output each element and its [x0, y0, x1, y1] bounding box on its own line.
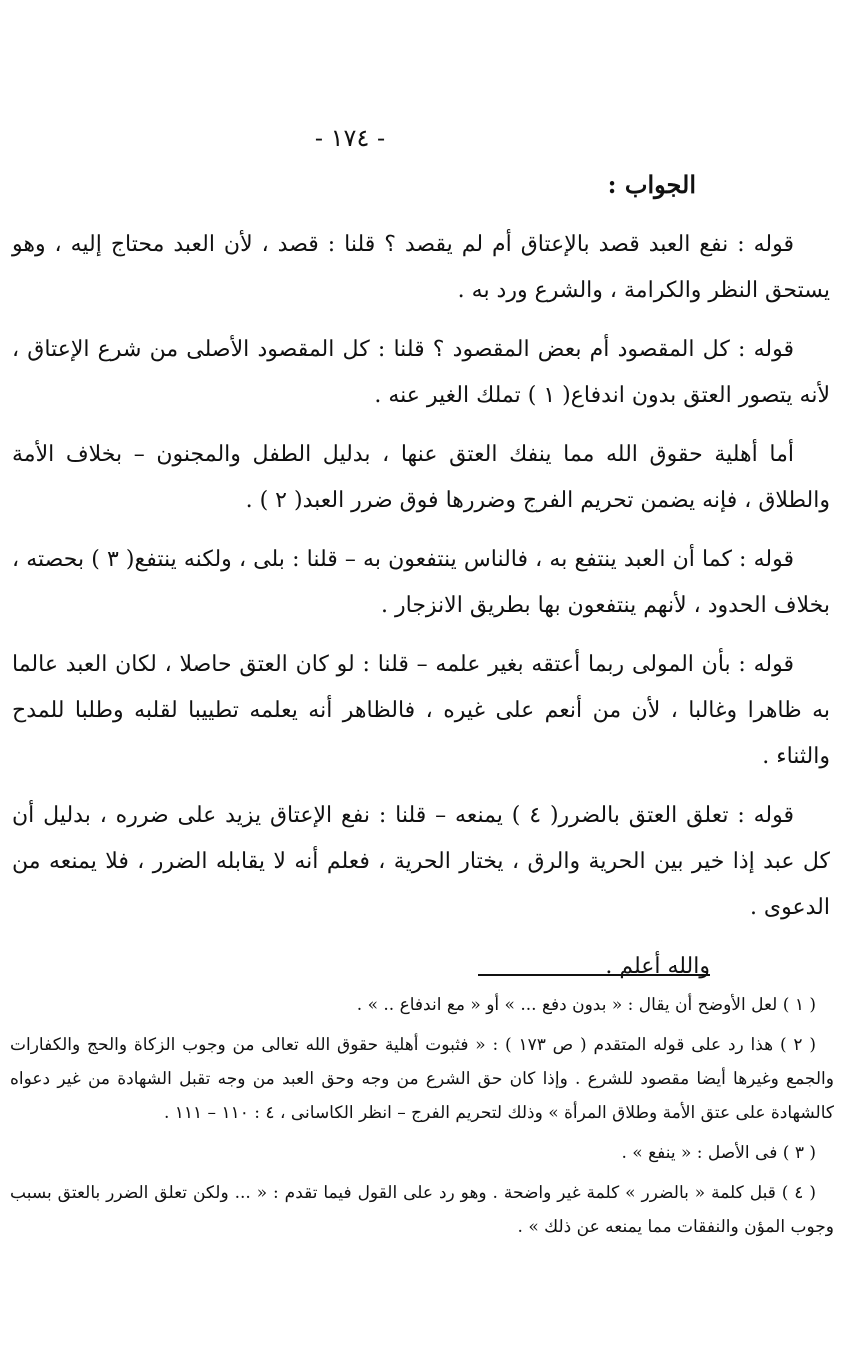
footnote: ( ١ ) لعل الأوضح أن يقال : « بدون دفع ... » أو « مع اندفاع .. » . [356, 995, 816, 1015]
paragraph: قوله : كما أن العبد ينتفع به ، فالناس ينتفعون به – قلنا : بلى ، ولكنه ينتفع( ٣ ) بحصته ، بخلاف الحدود ، لأنهم ينتفعون بها بطريق الانزجار . [12, 547, 830, 618]
paragraph: قوله : تعلق العتق بالضرر( ٤ ) يمنعه – قلنا : نفع الإعتاق يزيد على ضرره ، بدليل أن كل عبد إذا خير بين الحرية والرق ، يختار الحرية ، فعلم أنه لا يقابله الضرر ، فلا يمنعه من الدعوى . [12, 803, 830, 920]
footnote: ( ٢ ) هذا رد على قوله المتقدم ( ص ١٧٣ ) : « فثبوت أهلية حقوق الله تعالى من وجوب الزكاة والحج والكفارات والجمع وغيرها أيضا مقصود للشرع . وإذا كان حق الشرع من وجه وحق العبد من وجه تقبل الشهادة من غير دعواه كالشهادة على عتق الأمة وطلاق المرأة » وذلك لتحريم الفرج – انظر الكاسانى ، ٤ : ١١٠ – ١١١ . [10, 1035, 834, 1123]
paragraph: قوله : بأن المولى ربما أعتقه بغير علمه – قلنا : لو كان العتق حاصلا ، لكان العبد عالما به ظاهرا وغالبا ، لأن من أنعم على غيره ، فالظاهر أنه يعلمه تطييبا لقلبه وطلبا للمدح والثناء . [12, 652, 830, 769]
section-heading: الجواب : [607, 170, 696, 199]
footnotes [10, 988, 834, 1250]
paragraph: أما أهلية حقوق الله مما ينفك العتق عنها ، بدليل الطفل والمجنون – بخلاف الأمة والطلاق ، فإنه يضمن تحريم الفرج وضررها فوق ضرر العبد( ٢ ) . [12, 442, 830, 513]
closing-phrase: والله أعلم . [605, 954, 710, 979]
paragraph: قوله : كل المقصود أم بعض المقصود ؟ قلنا : كل المقصود الأصلى من شرع الإعتاق ، لأنه يتصور العتق بدون اندفاع( ١ ) تملك الغير عنه . [12, 337, 830, 408]
footnote: ( ٣ ) فى الأصل : « ينفع » . [621, 1143, 816, 1163]
page-number: - ١٧٤ - [314, 124, 386, 152]
main-text [12, 222, 830, 1003]
footnote: ( ٤ ) قبل كلمة « بالضرر » كلمة غير واضحة . وهو رد على القول فيما تقدم : « ... ولكن تعلق الضرر بالعتق بسبب وجوب المؤن والنفقات مما يمنعه عن ذلك » . [10, 1183, 834, 1237]
paragraph: قوله : نفع العبد قصد بالإعتاق أم لم يقصد ؟ قلنا : قصد ، لأن العبد محتاج إليه ، وهو يستحق النظر والكرامة ، والشرع ورد به . [12, 232, 830, 303]
footnote-separator [478, 974, 710, 976]
